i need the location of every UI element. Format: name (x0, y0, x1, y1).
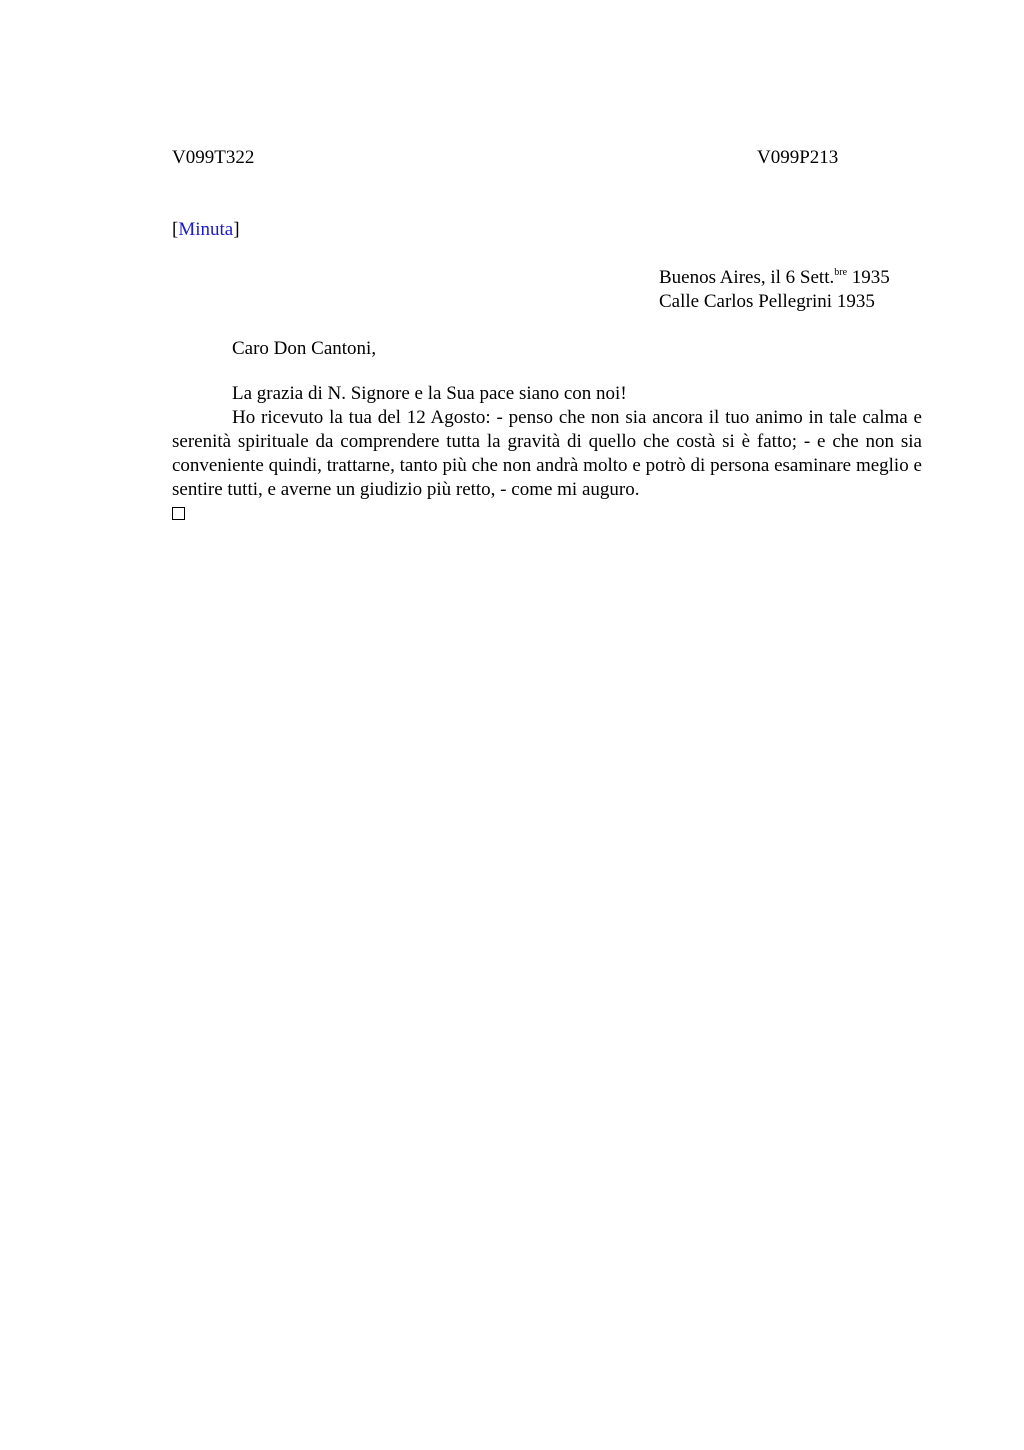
document-code-right: V099P213 (757, 147, 839, 168)
salutation: Caro Don Cantoni, (232, 338, 377, 359)
document-code-left: V099T322 (172, 147, 255, 168)
month-superscript: bre (834, 267, 848, 278)
greeting-line: La grazia di N. Signore e la Sua pace siano con noi! (232, 383, 627, 404)
date-year: 1935 (847, 267, 890, 288)
place-date (659, 266, 890, 290)
minuta-close-bracket: ] (233, 219, 240, 240)
minuta-link[interactable]: Minuta (178, 219, 234, 240)
minuta-open-bracket: [ (172, 219, 179, 240)
minuta-label (172, 218, 240, 242)
address-line: Calle Carlos Pellegrini 1935 (659, 291, 875, 312)
dateline (659, 266, 890, 314)
place-date-prefix: Buenos Aires, il 6 Sett. (659, 267, 835, 288)
letter-body (172, 382, 922, 502)
body-paragraph: Ho ricevuto la tua del 12 Agosto: - penso che non sia ancora il tuo animo in tale calma e serenità spirituale da comprendere tutta la gravità di quello che costà si è fatto; - e che non sia conveniente quindi, trattarne, tanto più che non andrà molto e potrò di persona esaminare meglio e sentire tutti, e averne un giudizio più retto, - come mi auguro. (172, 407, 922, 500)
empty-square-icon (172, 507, 185, 520)
